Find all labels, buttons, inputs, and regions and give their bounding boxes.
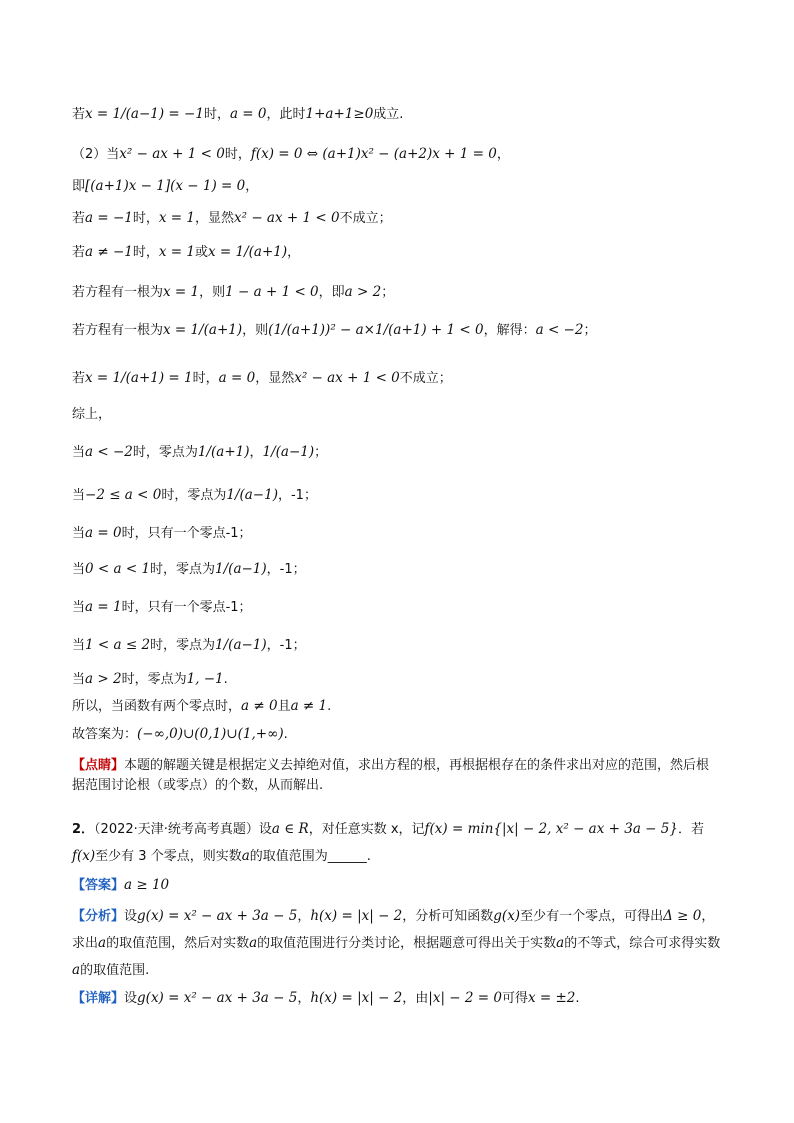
- solution-text: 时，: [224, 147, 251, 162]
- solution-text: 当: [72, 445, 86, 460]
- solution-text: ，此时: [266, 107, 306, 122]
- solution-line: [72, 104, 403, 125]
- solution-text: 所以，当函数有两个零点时，: [72, 699, 242, 714]
- solution-line: [72, 597, 252, 618]
- analysis-text: 至少有一个零点，可得出: [520, 909, 664, 924]
- math-expression: a ≠ 0: [241, 698, 278, 714]
- problem-text: ．若: [677, 822, 704, 837]
- solution-line: [72, 442, 327, 463]
- solution-text: ，解得：: [483, 323, 536, 338]
- analysis-math: a: [249, 935, 258, 951]
- solution-text: 当: [72, 638, 86, 653]
- solution-text: 时，: [203, 107, 230, 122]
- problem-math: a: [241, 848, 250, 864]
- math-expression: f(x) = 0 ⇔ (a+1)x² − (a+2)x + 1 = 0: [250, 146, 497, 162]
- analysis-text: ，求出: [72, 909, 715, 951]
- math-expression: x² − ax + 1 < 0: [234, 210, 340, 226]
- math-expression: a > 2: [344, 284, 382, 300]
- solution-text: 当: [72, 672, 86, 687]
- analysis-text: 的不等式，综合可求得实数: [564, 936, 721, 951]
- solution-line: [72, 724, 288, 745]
- answer-tag: 【答案】: [72, 878, 125, 893]
- solution-text: 若: [72, 371, 86, 386]
- math-expression: a ≠ 1: [290, 698, 328, 714]
- math-expression: (−∞,0)∪(0,1)∪(1,+∞): [137, 726, 284, 742]
- solution-text: 时，只有一个零点-1；: [121, 600, 252, 615]
- solution-text: 当: [72, 600, 86, 615]
- solution-text: 时，: [192, 371, 219, 386]
- math-expression: 1/(a−1): [262, 444, 315, 460]
- solution-text: ，-1；: [277, 488, 317, 503]
- solution-text: 时，零点为: [161, 488, 227, 503]
- solution-text: 若: [72, 245, 86, 260]
- solution-line: [72, 669, 228, 690]
- solution-text: 若: [72, 107, 86, 122]
- solution-text: 故答案为：: [72, 727, 138, 742]
- solution-line: [72, 523, 252, 544]
- solution-text: 当: [72, 488, 86, 503]
- problem-2: [72, 816, 722, 870]
- solution-text: ，: [287, 245, 301, 260]
- answer-line: [72, 875, 169, 896]
- math-expression: a = 1: [85, 599, 122, 615]
- dianjing-paragraph: [72, 756, 722, 796]
- solution-line: [72, 635, 306, 656]
- problem-source: （2022·天津·统考高考真题）: [94, 822, 259, 837]
- solution-text: 且: [277, 699, 291, 714]
- analysis-math: g(x) = x² − ax + 3a − 5: [137, 908, 298, 924]
- solution-text: .: [223, 672, 228, 687]
- solution-text: 若方程有一根为: [72, 285, 164, 300]
- solution-line: [72, 405, 111, 425]
- solution-text: 不成立；: [339, 211, 392, 226]
- problem-text: ，对任意实数 x，记: [308, 822, 425, 837]
- solution-text: （2）当: [72, 147, 120, 162]
- math-expression: 1/(a−1): [215, 637, 267, 653]
- solution-text: ，-1；: [266, 638, 306, 653]
- solution-text: ，则: [242, 323, 269, 338]
- analysis-math: Δ ≥ 0: [663, 908, 702, 924]
- problem-number: 2．: [72, 822, 95, 837]
- analysis-text: 的取值范围，然后对实数: [106, 936, 250, 951]
- math-expression: x = 1/(a−1) = −1: [85, 106, 204, 122]
- solution-text: .: [283, 727, 288, 742]
- dianjing-text: 本题的解题关键是根据定义去掉绝对值，求出方程的根，再根据根存在的条件求出对应的范围，然后根据范围讨论根（或零点）的个数，从而解出.: [72, 758, 710, 793]
- detail-math: |x| − 2 = 0: [428, 990, 502, 1006]
- solution-line: [72, 176, 258, 197]
- solution-text: 时，: [132, 211, 159, 226]
- solution-line: [72, 559, 306, 580]
- analysis-text: ，分析可知函数: [402, 909, 494, 924]
- math-expression: a ≠ −1: [85, 244, 133, 260]
- solution-text: .: [327, 699, 332, 714]
- math-expression: x = 1/(a+1): [163, 322, 243, 338]
- solution-line: [72, 208, 392, 229]
- detail-text: 可得: [501, 991, 528, 1006]
- problem-math: f(x): [72, 848, 96, 864]
- solution-text: 时，只有一个零点-1；: [121, 526, 252, 541]
- math-expression: a < −2: [85, 444, 133, 460]
- solution-text: 时，零点为: [121, 672, 187, 687]
- solution-text: ，显然: [194, 211, 234, 226]
- math-expression: 1 < a ≤ 2: [85, 637, 151, 653]
- solution-line: [72, 368, 452, 389]
- solution-text: ，: [496, 147, 510, 162]
- solution-line: [72, 242, 300, 263]
- analysis-text: 的取值范围.: [80, 963, 150, 978]
- problem-text: 设: [258, 822, 272, 837]
- detail-tag: 【详解】: [72, 991, 125, 1006]
- problem-text: 至少有 3 个零点，则实数: [95, 849, 242, 864]
- math-expression: [(a+1)x − 1](x − 1) = 0: [85, 178, 246, 194]
- analysis-math: a: [556, 935, 565, 951]
- detail-math: g(x) = x² − ax + 3a − 5: [137, 990, 298, 1006]
- problem-math: f(x) = min{|x| − 2, x² − ax + 3a − 5}: [424, 821, 678, 837]
- solution-line: [72, 320, 596, 341]
- solution-text: 时，零点为: [150, 562, 216, 577]
- math-expression: (1/(a+1))² − a×1/(a+1) + 1 < 0: [268, 322, 484, 338]
- math-expression: a > 2: [85, 671, 122, 687]
- answer-blank: ______: [327, 849, 367, 864]
- detail-math: h(x) = |x| − 2: [310, 990, 403, 1006]
- analysis-math: a: [72, 962, 81, 978]
- solution-text: 或: [194, 245, 208, 260]
- math-expression: 1/(a+1): [197, 444, 250, 460]
- solution-text: 综上，: [72, 407, 112, 422]
- detail-text: ，由: [402, 991, 429, 1006]
- math-expression: x = 1: [158, 244, 195, 260]
- solution-line: [72, 485, 317, 506]
- problem-text: .: [366, 849, 371, 864]
- detail-text: 设: [124, 991, 138, 1006]
- math-expression: 1/(a−1): [226, 487, 278, 503]
- analysis-text: ，: [297, 909, 311, 924]
- solution-text: 不成立；: [399, 371, 452, 386]
- math-expression: a = 0: [229, 106, 267, 122]
- detail-text: .: [575, 991, 580, 1006]
- analysis-paragraph: [72, 903, 722, 984]
- solution-text: 时，: [132, 245, 159, 260]
- analysis-math: a: [98, 935, 107, 951]
- solution-text: ，: [249, 445, 263, 460]
- solution-text: ，-1；: [266, 562, 306, 577]
- solution-text: ，: [245, 179, 259, 194]
- analysis-tag: 【分析】: [72, 909, 125, 924]
- solution-text: 即: [72, 179, 86, 194]
- solution-text: ；: [314, 445, 328, 460]
- solution-line: [72, 144, 510, 165]
- math-expression: x = 1: [158, 210, 195, 226]
- math-expression: x = 1/(a+1) = 1: [85, 370, 193, 386]
- math-expression: 1/(a−1): [215, 561, 267, 577]
- analysis-text: 的取值范围进行分类讨论，根据题意可得出关于实数: [257, 936, 557, 951]
- math-expression: x = 1: [163, 284, 200, 300]
- solution-text: 若: [72, 211, 86, 226]
- math-expression: a < −2: [535, 322, 584, 338]
- analysis-math: h(x) = |x| − 2: [310, 908, 403, 924]
- solution-text: ，即: [318, 285, 345, 300]
- math-expression: a = 0: [218, 370, 256, 386]
- analysis-text: 设: [124, 909, 138, 924]
- answer-math: a ≥ 10: [124, 877, 170, 893]
- solution-text: 若方程有一根为: [72, 323, 164, 338]
- solution-text: 当: [72, 526, 86, 541]
- dianjing-tag: 【点睛】: [72, 758, 125, 773]
- solution-line: [72, 282, 394, 303]
- solution-text: ，显然: [255, 371, 295, 386]
- math-expression: −2 ≤ a < 0: [85, 487, 162, 503]
- problem-math: a ∈ R: [271, 821, 309, 837]
- solution-text: 当: [72, 562, 86, 577]
- solution-text: ；: [583, 323, 597, 338]
- detail-math: x = ±2: [527, 990, 576, 1006]
- math-expression: x² − ax + 1 < 0: [119, 146, 225, 162]
- math-expression: 1+a+1≥0: [305, 106, 374, 122]
- solution-text: 时，零点为: [150, 638, 216, 653]
- solution-text: 时，零点为: [132, 445, 198, 460]
- problem-text: 的取值范围为: [249, 849, 328, 864]
- math-expression: 1, −1: [186, 671, 224, 687]
- math-expression: x² − ax + 1 < 0: [294, 370, 400, 386]
- math-expression: 0 < a < 1: [85, 561, 151, 577]
- detail-text: ，: [297, 991, 311, 1006]
- math-expression: 1 − a + 1 < 0: [225, 284, 319, 300]
- math-expression: a = 0: [85, 525, 122, 541]
- detail-paragraph: [72, 988, 722, 1009]
- analysis-math: g(x): [493, 908, 521, 924]
- solution-line: [72, 696, 331, 717]
- math-expression: a = −1: [85, 210, 133, 226]
- solution-text: 成立.: [373, 107, 404, 122]
- solution-text: ，则: [199, 285, 226, 300]
- math-expression: x = 1/(a+1): [208, 244, 288, 260]
- solution-text: ；: [381, 285, 395, 300]
